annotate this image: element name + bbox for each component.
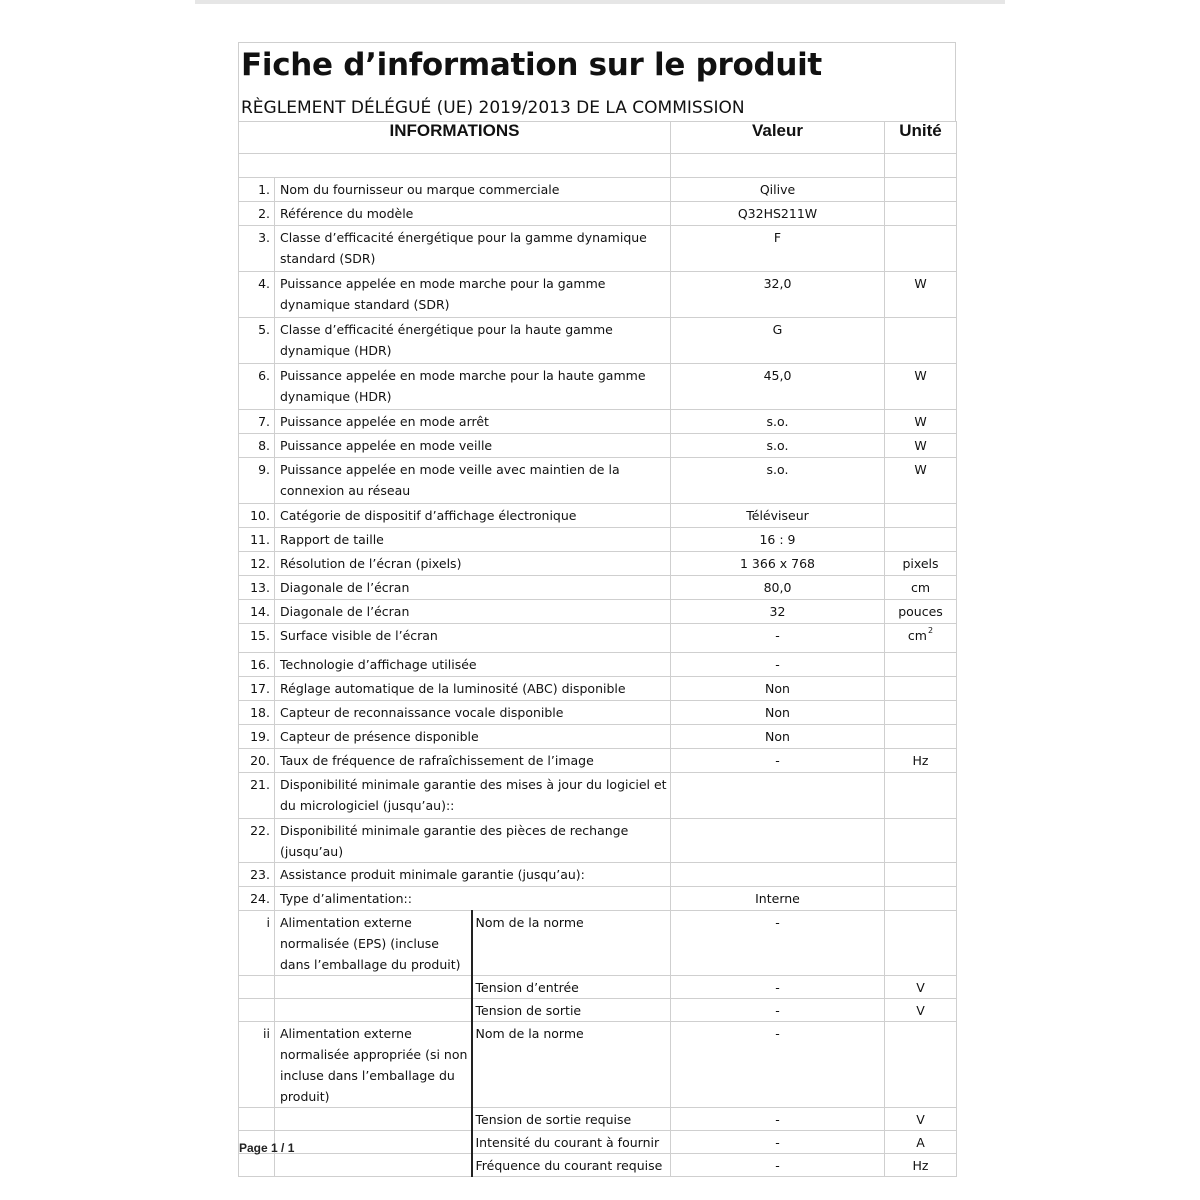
empty-cell xyxy=(275,1154,472,1177)
row-value: Q32HS211W xyxy=(671,202,885,226)
eps-sub-unit: A xyxy=(885,1131,957,1154)
row-value: - xyxy=(671,749,885,773)
row-unit xyxy=(885,677,957,701)
row-label: Assistance produit minimale garantie (jusqu’au): xyxy=(275,863,671,887)
table-row xyxy=(239,458,957,504)
row-value: G xyxy=(671,318,885,364)
row-label: Capteur de reconnaissance vocale disponible xyxy=(275,701,671,725)
table-header-row xyxy=(239,122,957,154)
eps-subrow xyxy=(239,976,957,999)
unit-text: W xyxy=(914,414,927,429)
row-label: Disponibilité minimale garantie des mises à jour du logiciel et du micrologiciel (jusqu’au):: xyxy=(275,773,671,819)
row-label: Catégorie de dispositif d’affichage électronique xyxy=(275,504,671,528)
table-row xyxy=(239,434,957,458)
eps-group-index: ii xyxy=(239,1022,275,1108)
eps-sub-value: - xyxy=(671,1022,885,1108)
row-label: Résolution de l’écran (pixels) xyxy=(275,552,671,576)
eps-subrow xyxy=(239,1108,957,1131)
row-unit xyxy=(885,528,957,552)
row-label: Puissance appelée en mode veille xyxy=(275,434,671,458)
eps-sub-label: Intensité du courant à fournir xyxy=(472,1131,671,1154)
row-unit xyxy=(885,202,957,226)
header-unite: Unité xyxy=(885,122,957,154)
header-informations: INFORMATIONS xyxy=(239,122,671,154)
row-value: 1 366 x 768 xyxy=(671,552,885,576)
row-label: Capteur de présence disponible xyxy=(275,725,671,749)
row-unit xyxy=(885,576,957,600)
row-value xyxy=(671,773,885,819)
row-label: Classe d’efficacité énergétique pour la gamme dynamique standard (SDR) xyxy=(275,226,671,272)
row-value: - xyxy=(671,624,885,653)
unit-text: W xyxy=(914,462,927,477)
empty-cell xyxy=(239,1108,275,1131)
row-unit xyxy=(885,819,957,863)
unit-text: cm xyxy=(907,628,927,643)
table-row xyxy=(239,576,957,600)
row-number: 13. xyxy=(239,576,275,600)
row-unit xyxy=(885,434,957,458)
table-row xyxy=(239,318,957,364)
eps-subrow xyxy=(239,999,957,1022)
document-title: Fiche d’information sur le produit xyxy=(241,47,822,83)
row-value: 80,0 xyxy=(671,576,885,600)
eps-subrow xyxy=(239,1131,957,1154)
row-value: Non xyxy=(671,677,885,701)
unit-text: pixels xyxy=(902,556,939,571)
row-number: 10. xyxy=(239,504,275,528)
table-row xyxy=(239,410,957,434)
eps-sub-label: Tension de sortie requise xyxy=(472,1108,671,1131)
row-number: 16. xyxy=(239,653,275,677)
table-row xyxy=(239,552,957,576)
row-unit xyxy=(885,701,957,725)
row-unit xyxy=(885,725,957,749)
eps-group-index: i xyxy=(239,911,275,976)
empty-cell xyxy=(239,999,275,1022)
row-value: F xyxy=(671,226,885,272)
table-row xyxy=(239,701,957,725)
empty-cell xyxy=(239,976,275,999)
row-unit xyxy=(885,504,957,528)
unit-text: W xyxy=(914,368,927,383)
row-label: Nom du fournisseur ou marque commerciale xyxy=(275,178,671,202)
row-value: 45,0 xyxy=(671,364,885,410)
eps-subrow xyxy=(239,911,957,976)
table-row xyxy=(239,202,957,226)
eps-sub-value: - xyxy=(671,976,885,999)
table-row xyxy=(239,624,957,653)
unit-text: cm xyxy=(910,580,931,595)
table-row xyxy=(239,364,957,410)
row-value xyxy=(671,863,885,887)
row-number: 7. xyxy=(239,410,275,434)
table-row xyxy=(239,725,957,749)
empty-cell xyxy=(239,1154,275,1177)
row-unit xyxy=(885,272,957,318)
eps-sub-unit xyxy=(885,1022,957,1108)
row-number: 23. xyxy=(239,863,275,887)
row-value: Non xyxy=(671,725,885,749)
row-number: 20. xyxy=(239,749,275,773)
row-unit xyxy=(885,653,957,677)
eps-sub-value: - xyxy=(671,911,885,976)
row-unit xyxy=(885,226,957,272)
row-number: 15. xyxy=(239,624,275,653)
table-row xyxy=(239,773,957,819)
row-label: Diagonale de l’écran xyxy=(275,576,671,600)
row-value: - xyxy=(671,653,885,677)
eps-sub-label: Nom de la norme xyxy=(472,1022,671,1108)
row-number: 8. xyxy=(239,434,275,458)
eps-sub-label: Nom de la norme xyxy=(472,911,671,976)
table-row xyxy=(239,653,957,677)
row-number: 9. xyxy=(239,458,275,504)
row-label: Taux de fréquence de rafraîchissement de l’image xyxy=(275,749,671,773)
row-unit xyxy=(885,624,957,653)
row-value xyxy=(671,819,885,863)
eps-sub-label: Fréquence du courant requise xyxy=(472,1154,671,1177)
row-label: Puissance appelée en mode arrêt xyxy=(275,410,671,434)
spacer-row xyxy=(239,154,957,178)
eps-group-label: Alimentation externe normalisée appropriée (si non incluse dans l’emballage du produit) xyxy=(275,1022,472,1108)
row-label: Réglage automatique de la luminosité (ABC) disponible xyxy=(275,677,671,701)
row-unit xyxy=(885,410,957,434)
regulation-subtitle: RÈGLEMENT DÉLÉGUÉ (UE) 2019/2013 DE LA COMMISSION xyxy=(241,98,745,118)
row-label: Puissance appelée en mode marche pour la gamme dynamique standard (SDR) xyxy=(275,272,671,318)
row-unit xyxy=(885,364,957,410)
row-value: Qilive xyxy=(671,178,885,202)
row-number: 19. xyxy=(239,725,275,749)
table-row xyxy=(239,887,957,911)
row-label: Classe d’efficacité énergétique pour la haute gamme dynamique (HDR) xyxy=(275,318,671,364)
row-unit xyxy=(885,178,957,202)
row-label: Référence du modèle xyxy=(275,202,671,226)
table-row xyxy=(239,178,957,202)
table-row xyxy=(239,504,957,528)
table-row xyxy=(239,600,957,624)
row-number: 14. xyxy=(239,600,275,624)
eps-sub-unit xyxy=(885,911,957,976)
eps-sub-value: - xyxy=(671,1131,885,1154)
row-unit xyxy=(885,318,957,364)
eps-sub-label: Tension de sortie xyxy=(472,999,671,1022)
empty-cell xyxy=(275,1131,472,1154)
table-row xyxy=(239,863,957,887)
empty-cell xyxy=(275,976,472,999)
row-number: 5. xyxy=(239,318,275,364)
row-label: Puissance appelée en mode veille avec maintien de la connexion au réseau xyxy=(275,458,671,504)
row-number: 2. xyxy=(239,202,275,226)
row-value: Non xyxy=(671,701,885,725)
information-table xyxy=(238,121,957,1177)
row-value: 32 xyxy=(671,600,885,624)
title-block xyxy=(238,42,956,121)
row-value: Téléviseur xyxy=(671,504,885,528)
row-number: 12. xyxy=(239,552,275,576)
eps-subrow xyxy=(239,1154,957,1177)
eps-sub-label: Tension d’entrée xyxy=(472,976,671,999)
row-label: Puissance appelée en mode marche pour la haute gamme dynamique (HDR) xyxy=(275,364,671,410)
row-label: Surface visible de l’écran xyxy=(275,624,671,653)
row-number: 18. xyxy=(239,701,275,725)
row-value: s.o. xyxy=(671,434,885,458)
row-label: Disponibilité minimale garantie des pièces de rechange (jusqu’au) xyxy=(275,819,671,863)
table-row xyxy=(239,749,957,773)
row-value: 16 : 9 xyxy=(671,528,885,552)
unit-text: pouces xyxy=(898,604,943,619)
row-number: 21. xyxy=(239,773,275,819)
product-information-sheet xyxy=(238,42,956,1177)
row-label: Technologie d’affichage utilisée xyxy=(275,653,671,677)
row-unit xyxy=(885,749,957,773)
row-number: 1. xyxy=(239,178,275,202)
eps-sub-unit: V xyxy=(885,1108,957,1131)
row-number: 17. xyxy=(239,677,275,701)
table-row xyxy=(239,528,957,552)
row-number: 6. xyxy=(239,364,275,410)
page-number: Page 1 / 1 xyxy=(239,1141,295,1155)
row-value: s.o. xyxy=(671,458,885,504)
row-number: 22. xyxy=(239,819,275,863)
row-unit xyxy=(885,773,957,819)
row-number: 24. xyxy=(239,887,275,911)
row-value: s.o. xyxy=(671,410,885,434)
table-row xyxy=(239,272,957,318)
table-row xyxy=(239,226,957,272)
row-label: Diagonale de l’écran xyxy=(275,600,671,624)
unit-text: Hz xyxy=(912,753,929,768)
eps-sub-unit: Hz xyxy=(885,1154,957,1177)
row-number: 3. xyxy=(239,226,275,272)
unit-text: W xyxy=(914,438,927,453)
unit-text: W xyxy=(914,276,927,291)
row-value: Interne xyxy=(671,887,885,911)
table-row xyxy=(239,819,957,863)
row-label: Type d’alimentation:: xyxy=(275,887,671,911)
unit-superscript: 2 xyxy=(927,626,934,635)
eps-group-label: Alimentation externe normalisée (EPS) (incluse dans l’emballage du produit) xyxy=(275,911,472,976)
row-number: 4. xyxy=(239,272,275,318)
eps-sub-value: - xyxy=(671,1108,885,1131)
row-value: 32,0 xyxy=(671,272,885,318)
eps-sub-unit: V xyxy=(885,999,957,1022)
table-row xyxy=(239,677,957,701)
viewer-top-edge xyxy=(195,0,1005,4)
empty-cell xyxy=(275,1108,472,1131)
row-number: 11. xyxy=(239,528,275,552)
eps-sub-unit: V xyxy=(885,976,957,999)
eps-subrow xyxy=(239,1022,957,1108)
empty-cell xyxy=(275,999,472,1022)
eps-sub-value: - xyxy=(671,1154,885,1177)
row-label: Rapport de taille xyxy=(275,528,671,552)
row-unit xyxy=(885,552,957,576)
eps-sub-value: - xyxy=(671,999,885,1022)
row-unit xyxy=(885,600,957,624)
row-unit xyxy=(885,887,957,911)
row-unit xyxy=(885,458,957,504)
row-unit xyxy=(885,863,957,887)
header-valeur: Valeur xyxy=(671,122,885,154)
